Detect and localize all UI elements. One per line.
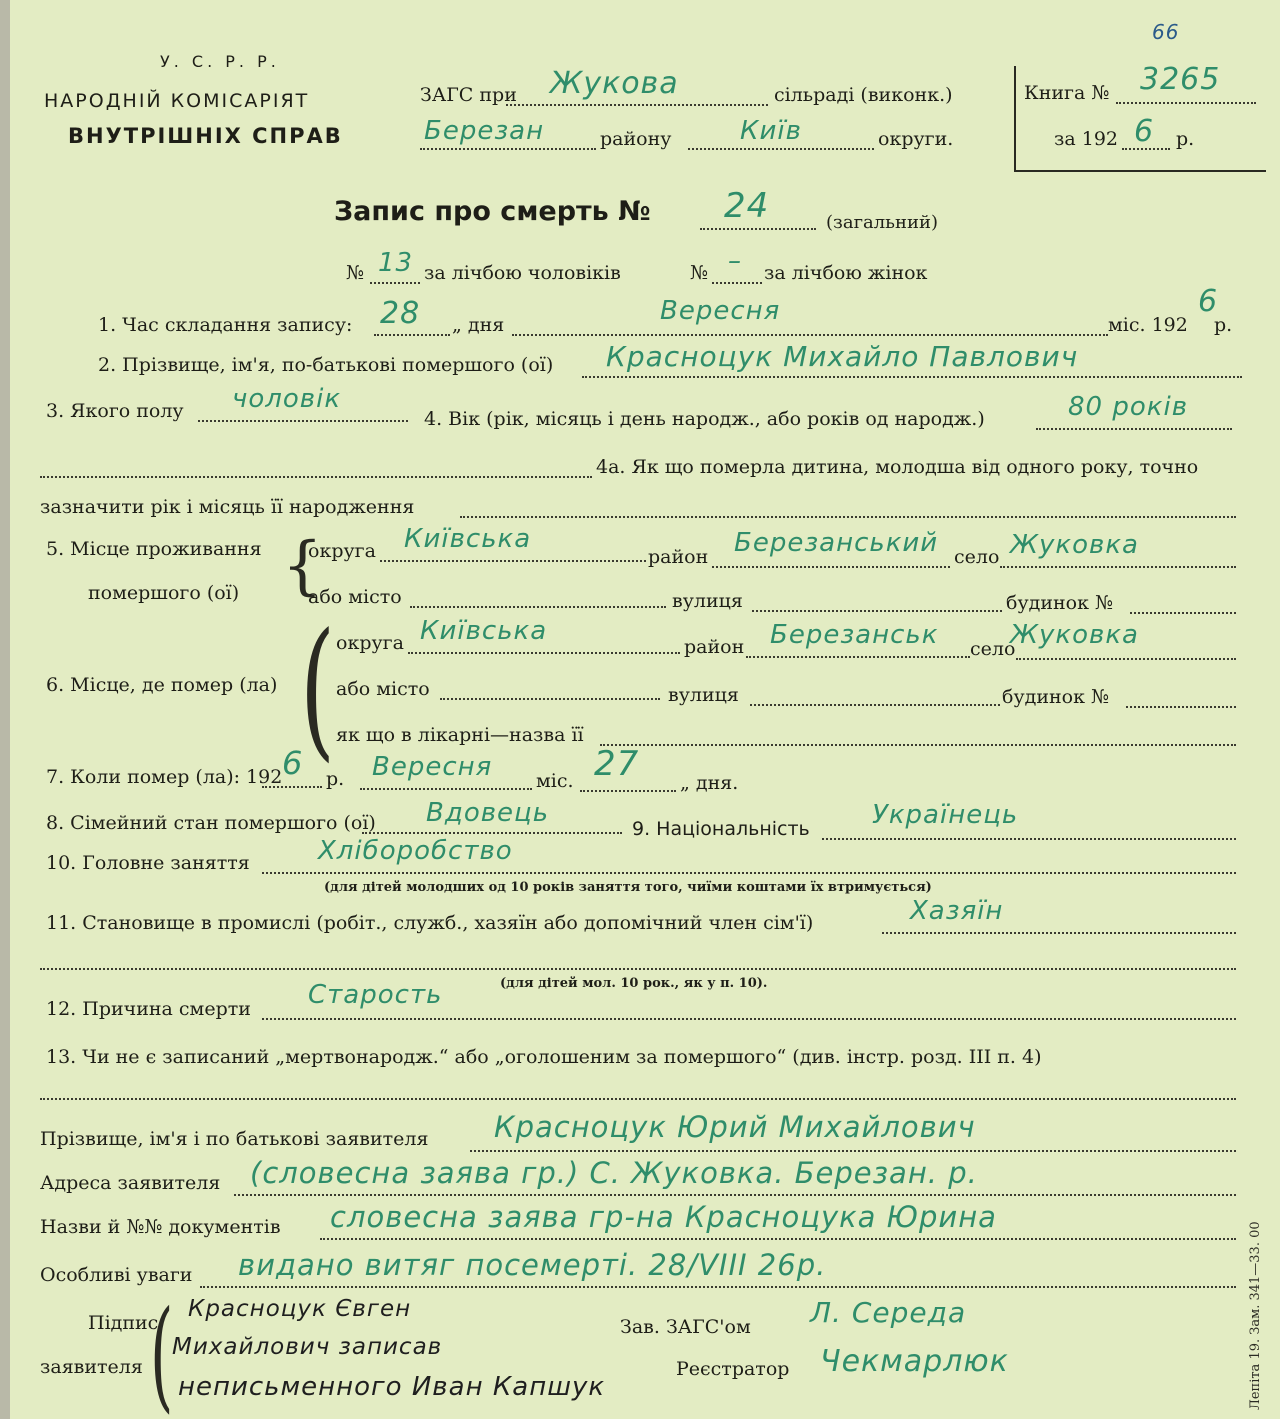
district-line xyxy=(420,148,596,150)
signature-brace: ( xyxy=(150,1286,174,1419)
signature-line-3: неписьменного Иван Капшук xyxy=(178,1372,606,1402)
field-7-year: 6 xyxy=(282,744,304,782)
field-8-line xyxy=(362,832,622,834)
field-6-brace: ( xyxy=(300,602,336,776)
field-9-label: 9. Національність xyxy=(632,818,810,840)
record-number-line xyxy=(700,228,816,230)
men-prefix: № xyxy=(346,262,364,284)
field-9-value: Українець xyxy=(872,800,1019,830)
field-5-okrug-label: округа xyxy=(308,540,376,562)
field-6-city-line xyxy=(440,698,660,700)
field-11-line xyxy=(882,932,1236,934)
field-6-selo-label: село xyxy=(970,638,1016,660)
field-5-raion: Березанський xyxy=(734,528,939,558)
women-line xyxy=(712,282,762,284)
women-count: – xyxy=(728,246,742,276)
field-4a-label: 4а. Як що померла дитина, молодша від одного року, точно xyxy=(596,456,1199,478)
field-5-label-2: помершого (ої) xyxy=(88,582,240,604)
field-13-label: 13. Чи не є записаний „мертвонародж.“ або „оголошеним за помершого“ (див. інстр. розд. III п. 4) xyxy=(46,1046,1042,1068)
documents-line xyxy=(320,1238,1236,1240)
district-value: Березан xyxy=(424,116,545,146)
field-7-day: 27 xyxy=(594,744,640,784)
okrug-value: Київ xyxy=(740,116,802,146)
field-11-value: Хазяїн xyxy=(910,896,1004,926)
field-6-selo-line xyxy=(1016,658,1236,660)
book-number: 3265 xyxy=(1140,62,1221,97)
ussr-header: У. С. Р. Р. xyxy=(160,52,280,71)
zags-value: Жукова xyxy=(550,66,679,101)
women-prefix: № xyxy=(690,262,708,284)
signature-line-2: Михайлович записав xyxy=(172,1334,443,1360)
record-general: (загальний) xyxy=(826,212,938,233)
field-2-value: Красноцук Михайло Павлович xyxy=(606,340,1079,373)
field-5-selo: Жуковка xyxy=(1010,530,1139,560)
documents-value: словесна заява гр-на Красноцука Юрина xyxy=(330,1200,997,1234)
field-6-okrug-line xyxy=(408,652,680,654)
field-11-label: 11. Становище в промислі (робіт., служб., хазяїн або допомічний член сім'ї) xyxy=(46,912,814,934)
field-5-selo-line xyxy=(1000,566,1236,568)
field-6-raion-line xyxy=(746,656,970,658)
women-label: за лічбою жінок xyxy=(764,262,928,284)
field-4-value: 80 років xyxy=(1068,392,1189,422)
book-line xyxy=(1116,102,1256,104)
department-name: ВНУТРІШНІХ СПРАВ xyxy=(68,124,343,148)
field-8-value: Вдовець xyxy=(426,798,550,828)
zags-head-label: Зав. ЗАГС'ом xyxy=(620,1316,751,1338)
okrug-label: округи. xyxy=(878,128,954,150)
field-3-line xyxy=(198,420,408,422)
applicant-name-label: Прізвище, ім'я і по батькові заявителя xyxy=(40,1128,429,1150)
field-6-label: 6. Місце, де помер (ла) xyxy=(46,674,278,696)
field-12-line xyxy=(262,1018,1236,1020)
field-1-year: 6 xyxy=(1198,284,1219,319)
book-year-suffix: р. xyxy=(1176,128,1195,150)
field-5-street-label: вулиця xyxy=(672,590,743,612)
field-4a-line-2 xyxy=(460,516,1236,518)
district-label: району xyxy=(600,128,672,150)
field-11-line-2 xyxy=(40,968,1236,970)
book-year-value: 6 xyxy=(1134,114,1155,149)
field-8-label: 8. Сімейний стан помершого (ої) xyxy=(46,812,376,834)
applicant-address-value: (словесна заява гр.) С. Жуковка. Березан. р. xyxy=(250,1156,978,1190)
field-6-raion-label: район xyxy=(684,636,745,658)
field-1-year-label: міс. 192 xyxy=(1108,314,1188,336)
paper-edge xyxy=(0,0,10,1419)
field-5-raion-label: район xyxy=(648,546,709,568)
field-5-label: 5. Місце проживання xyxy=(46,538,262,560)
ministry-name: НАРОДНІЙ КОМІСАРІЯТ xyxy=(44,90,310,112)
field-9-line xyxy=(822,838,1236,840)
field-1-day: 28 xyxy=(380,296,421,331)
notes-value: видано витяг посемерті. 28/VIII 26р. xyxy=(238,1248,827,1282)
field-7-day-line xyxy=(580,790,676,792)
field-7-month-line xyxy=(360,788,532,790)
field-6-house-label: будинок № xyxy=(1002,686,1109,708)
zags-prefix: ЗАГС при xyxy=(420,84,517,106)
page-mark: 66 xyxy=(1152,20,1180,44)
field-7-label: 7. Коли помер (ла): 192 xyxy=(46,766,283,788)
field-6-hospital-label: як що в лікарні—назва її xyxy=(336,724,584,746)
zags-head-signature: Л. Середа xyxy=(810,1296,967,1329)
field-6-street-line xyxy=(750,704,1000,706)
field-6-street-label: вулиця xyxy=(668,684,739,706)
notes-label: Особливі уваги xyxy=(40,1264,193,1286)
field-11-note: (для дітей мол. 10 рок., як у п. 10). xyxy=(500,976,768,991)
field-6-okrug: Київська xyxy=(420,616,548,646)
applicant-address-line xyxy=(234,1194,1236,1196)
field-4a-label-2: зазначити рік і місяць її народження xyxy=(40,496,415,518)
field-2-line xyxy=(582,376,1242,378)
field-1-month: Вересня xyxy=(660,296,781,326)
field-10-note: (для дітей молодших од 10 років заняття того, чиїми коштами їх втримується) xyxy=(324,880,932,895)
field-1-day-line xyxy=(374,334,450,336)
field-2-label: 2. Прізвище, ім'я, по-батькові помершого (ої) xyxy=(98,354,554,376)
field-10-line xyxy=(262,872,1236,874)
field-4-label: 4. Вік (рік, місяць і день народж., або років од народж.) xyxy=(424,408,985,430)
field-4-line xyxy=(1036,428,1232,430)
field-5-okrug-line xyxy=(380,560,646,562)
field-10-label: 10. Головне заняття xyxy=(46,852,250,874)
field-6-city-label: або місто xyxy=(336,678,430,700)
book-label: Книга № xyxy=(1024,82,1110,104)
signature-line-1: Красноцук Євген xyxy=(188,1296,412,1322)
field-13-line xyxy=(40,1098,1236,1100)
applicant-address-label: Адреса заявителя xyxy=(40,1172,221,1194)
field-3-label: 3. Якого полу xyxy=(46,400,184,422)
book-year-label: за 192 xyxy=(1054,128,1118,150)
okrug-line xyxy=(688,148,874,150)
field-6-selo: Жуковка xyxy=(1010,620,1139,650)
field-1-label: 1. Час складання запису: xyxy=(98,314,353,336)
field-5-raion-line xyxy=(712,566,950,568)
record-number: 24 xyxy=(724,186,770,226)
notes-line xyxy=(200,1286,1236,1288)
applicant-name-line xyxy=(470,1150,1236,1152)
registrar-signature: Чекмарлюк xyxy=(820,1344,1009,1379)
field-1-month-line xyxy=(512,334,1108,336)
registrar-label: Реєстратор xyxy=(676,1358,790,1380)
field-12-label: 12. Причина смерти xyxy=(46,998,251,1020)
field-4a-line xyxy=(40,476,592,478)
zags-suffix: сільраді (виконк.) xyxy=(774,84,953,106)
signature-label-2: заявителя xyxy=(40,1356,143,1378)
field-1-year-suffix: р. xyxy=(1214,314,1233,336)
record-title: Запис про смерть № xyxy=(334,196,651,227)
field-7-day-suffix: „ дня. xyxy=(680,772,739,794)
field-7-year-line xyxy=(262,786,322,788)
field-6-okrug-label: округа xyxy=(336,632,404,654)
men-label: за лічбою чоловіків xyxy=(424,262,621,284)
men-count: 13 xyxy=(378,248,414,278)
side-print: Лепіта 19. Зам. 341—33. 00 xyxy=(1248,1221,1263,1410)
men-line xyxy=(370,282,420,284)
field-5-brace: { xyxy=(282,529,323,603)
field-5-house-line xyxy=(1130,612,1236,614)
field-7-r: р. xyxy=(326,768,345,790)
field-5-city-line xyxy=(410,606,666,608)
field-3-value: чоловік xyxy=(232,384,342,414)
field-6-raion: Березанськ xyxy=(770,620,939,650)
field-6-house-line xyxy=(1126,706,1236,708)
applicant-name-value: Красноцук Юрий Михайлович xyxy=(494,1110,976,1144)
field-7-month: Вересня xyxy=(372,752,493,782)
field-10-value: Хліборобство xyxy=(318,836,513,866)
field-5-selo-label: село xyxy=(954,546,1000,568)
field-5-okrug: Київська xyxy=(404,524,532,554)
field-7-mis: міс. xyxy=(536,770,574,792)
field-6-hospital-line xyxy=(600,744,1236,746)
field-5-house-label: будинок № xyxy=(1006,592,1113,614)
zags-line xyxy=(506,104,768,106)
signature-label: Підпис xyxy=(88,1312,159,1334)
field-5-city-label: або місто xyxy=(308,586,402,608)
field-5-street-line xyxy=(752,610,1002,612)
field-12-value: Старость xyxy=(308,980,443,1010)
documents-label: Назви й №№ документів xyxy=(40,1216,281,1238)
field-1-day-suffix: „ дня xyxy=(452,314,505,336)
